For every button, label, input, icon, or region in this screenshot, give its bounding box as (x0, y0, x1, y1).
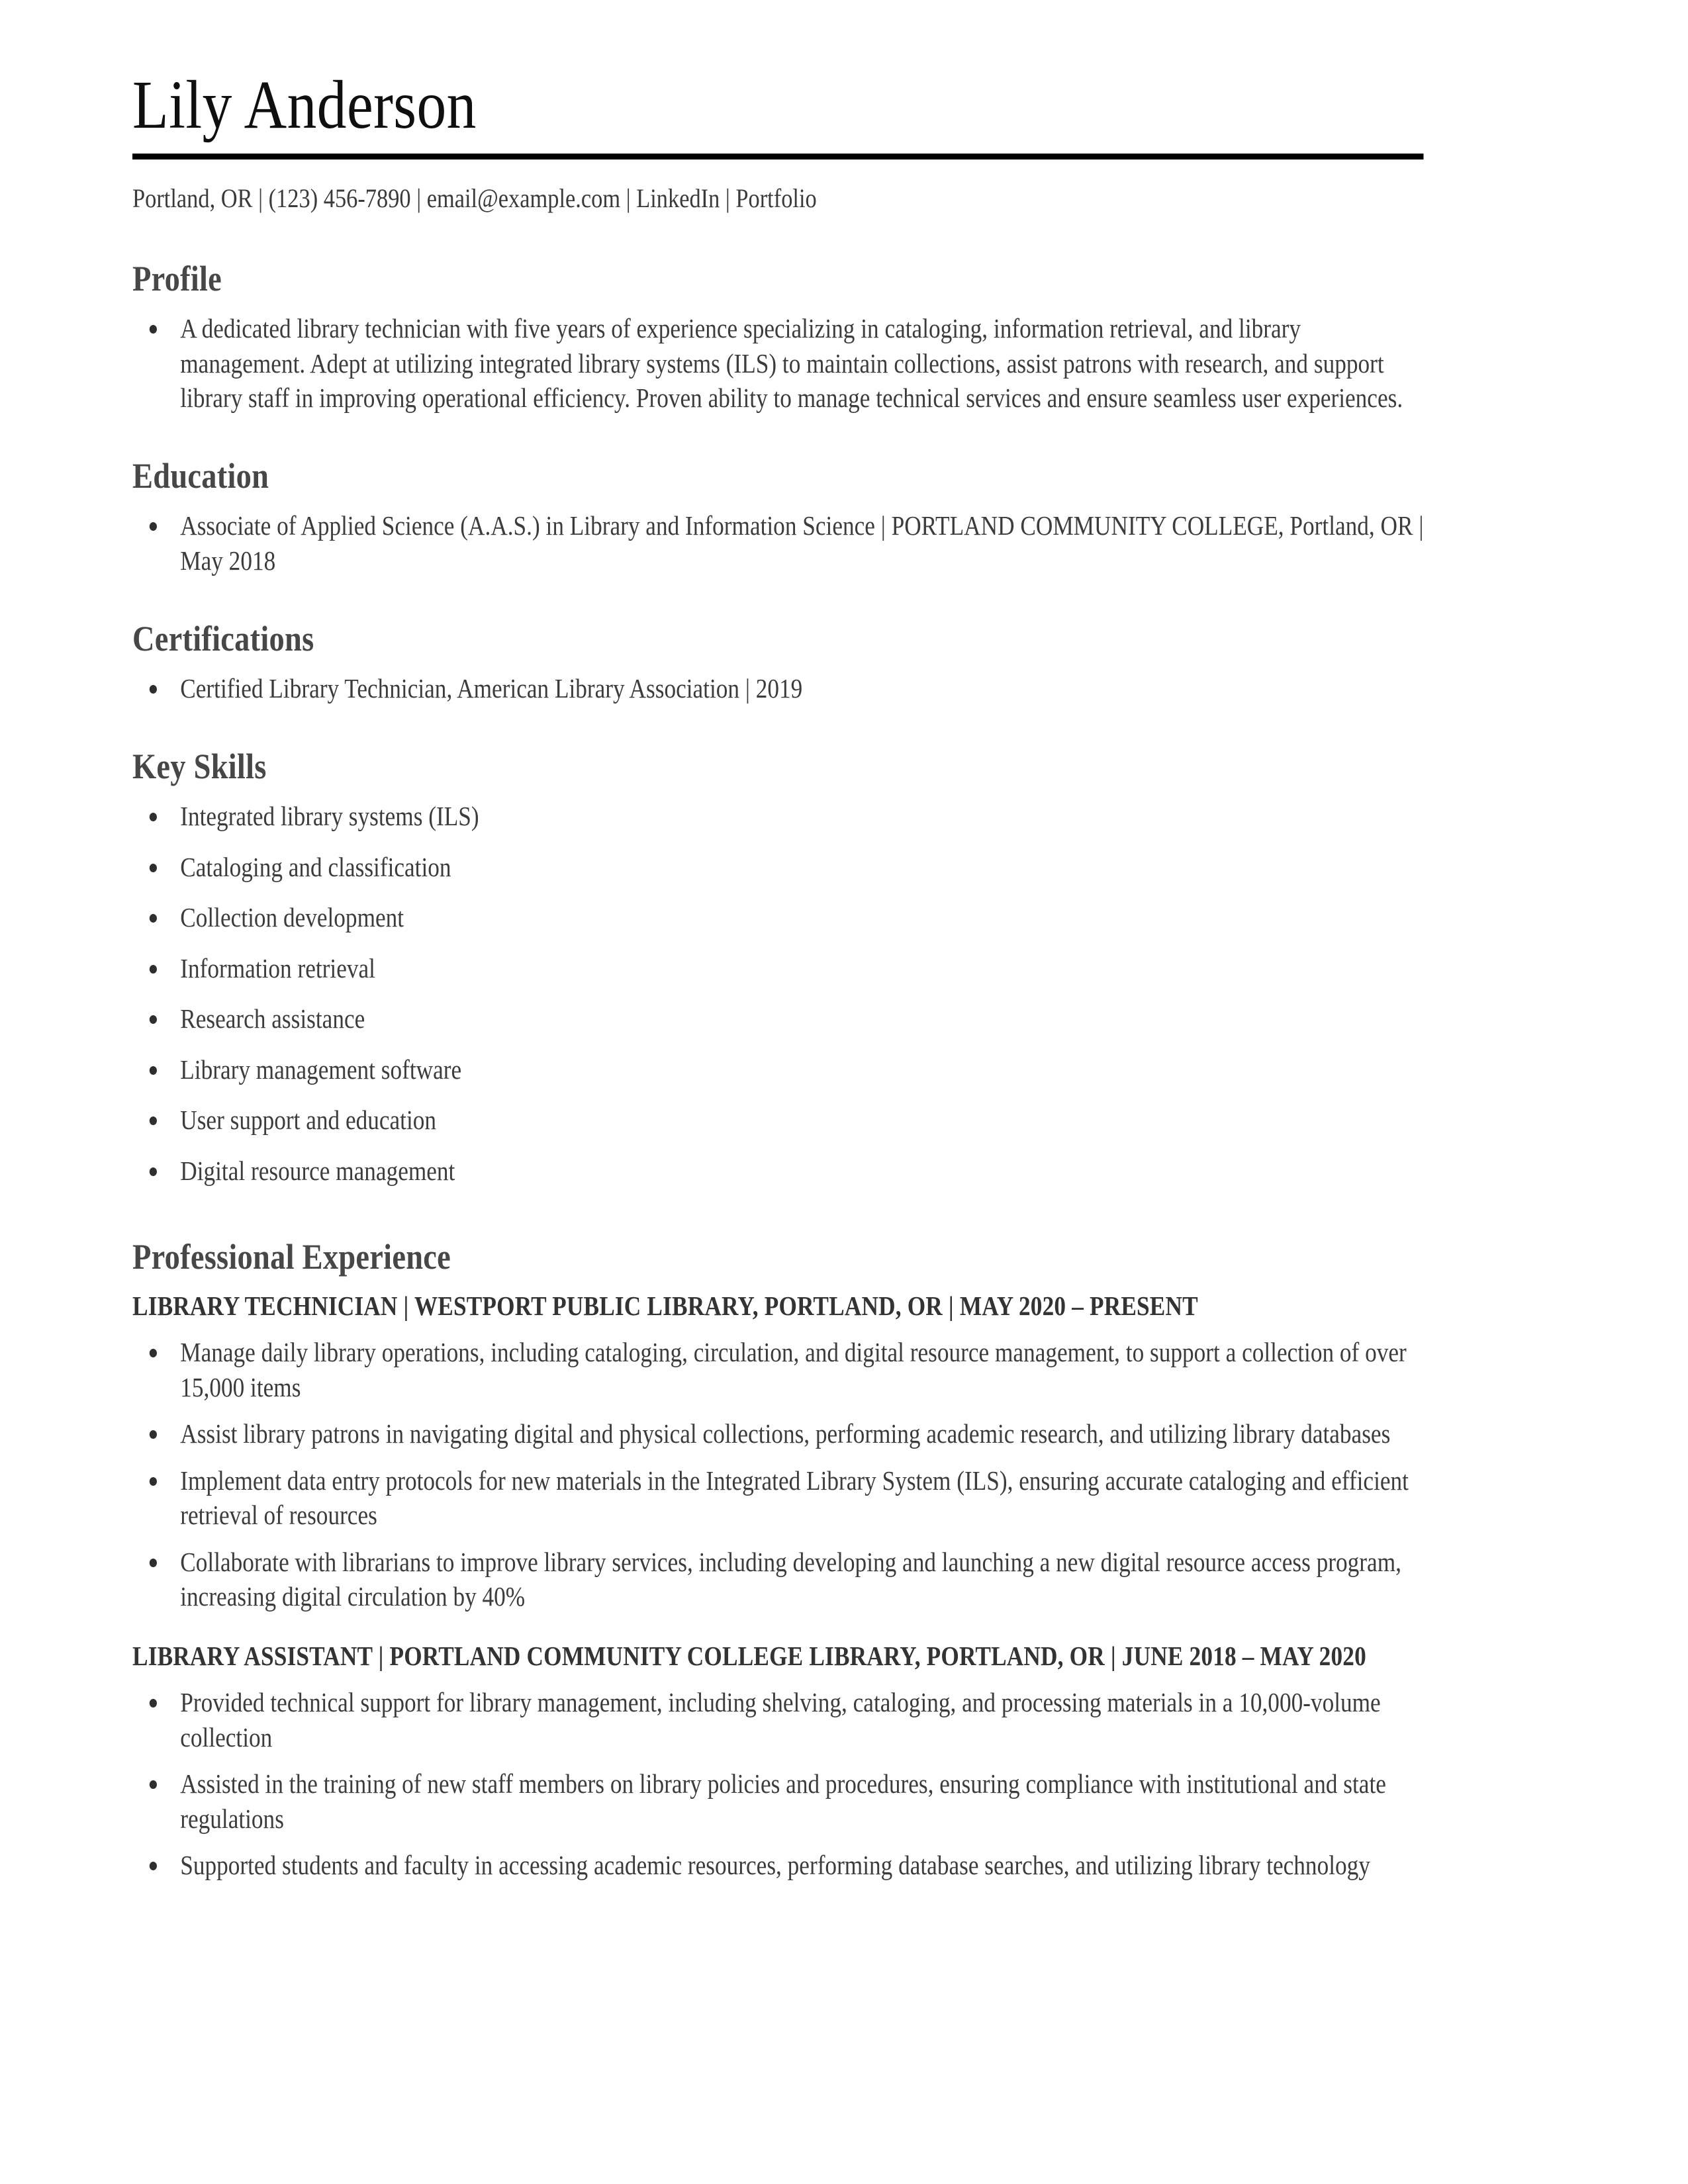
page-title: Lily Anderson (132, 67, 477, 143)
contact-line: Portland, OR | (123) 456-7890 | email@example.com | LinkedIn | Portfolio (132, 183, 817, 214)
section-certifications (132, 617, 1423, 705)
list-item: Collection development (132, 900, 1423, 934)
certifications-list (132, 671, 1423, 705)
section-title-profile: Profile (132, 259, 222, 299)
list-item: Implement data entry protocols for new materials in the Integrated Library System (ILS), ensuring accurate cataloging and efficient retrieval of resources (132, 1463, 1423, 1533)
list-item: A dedicated library technician with five years of experience specializing in cataloging, information retrieval, and library management. Adept at utilizing integrated library systems (ILS) to maintain collections, assist patrons with research, and support library staff in improving operational efficiency. Proven ability to manage technical services and ensure seamless user experiences. (132, 311, 1423, 415)
section-key-skills (132, 745, 1423, 1188)
job-bullets (132, 1685, 1423, 1882)
section-title-education: Education (132, 456, 269, 496)
experience-entry (132, 1289, 1423, 1614)
job-title: LIBRARY ASSISTANT | PORTLAND COMMUNITY COLLEGE LIBRARY, PORTLAND, OR | JUNE 2018 – MAY 2020 (132, 1640, 1366, 1671)
section-title-certifications: Certifications (132, 619, 314, 659)
job-bullets (132, 1335, 1423, 1614)
list-item: Associate of Applied Science (A.A.S.) in Library and Information Science | PORTLAND COMMUNITY COLLEGE, Portland, OR | May 2018 (132, 508, 1423, 578)
section-title-key-skills: Key Skills (132, 747, 267, 787)
list-item: Digital resource management (132, 1154, 1423, 1188)
list-item: Research assistance (132, 1001, 1423, 1036)
list-item: Manage daily library operations, including cataloging, circulation, and digital resource management, to support a collection of over 15,000 items (132, 1335, 1423, 1404)
section-title-professional-experience: Professional Experience (132, 1236, 451, 1277)
resume-content (132, 69, 1423, 1883)
list-item: Supported students and faculty in accessing academic resources, performing database searches, and utilizing library technology (132, 1848, 1423, 1882)
profile-list (132, 311, 1423, 415)
job-title: LIBRARY TECHNICIAN | WESTPORT PUBLIC LIBRARY, PORTLAND, OR | MAY 2020 – PRESENT (132, 1290, 1198, 1321)
list-item: Cataloging and classification (132, 850, 1423, 884)
section-profile (132, 257, 1423, 415)
section-professional-experience (132, 1236, 1423, 1883)
list-item: Library management software (132, 1052, 1423, 1087)
key-skills-list (132, 799, 1423, 1188)
list-item: Assisted in the training of new staff members on library policies and procedures, ensuring compliance with institutional and state regulations (132, 1766, 1423, 1836)
list-item: Information retrieval (132, 951, 1423, 985)
list-item: Certified Library Technician, American Library Association | 2019 (132, 671, 1423, 705)
list-item: Provided technical support for library management, including shelving, cataloging, and processing materials in a 10,000-volume collection (132, 1685, 1423, 1754)
list-item: User support and education (132, 1103, 1423, 1137)
list-item: Integrated library systems (ILS) (132, 799, 1423, 833)
experience-entry (132, 1639, 1423, 1883)
header-divider (132, 154, 1423, 159)
section-education (132, 455, 1423, 578)
list-item: Assist library patrons in navigating digital and physical collections, performing academic research, and utilizing library databases (132, 1416, 1423, 1451)
list-item: Collaborate with librarians to improve library services, including developing and launching a new digital resource access program, increasing digital circulation by 40% (132, 1545, 1423, 1614)
education-list (132, 508, 1423, 578)
